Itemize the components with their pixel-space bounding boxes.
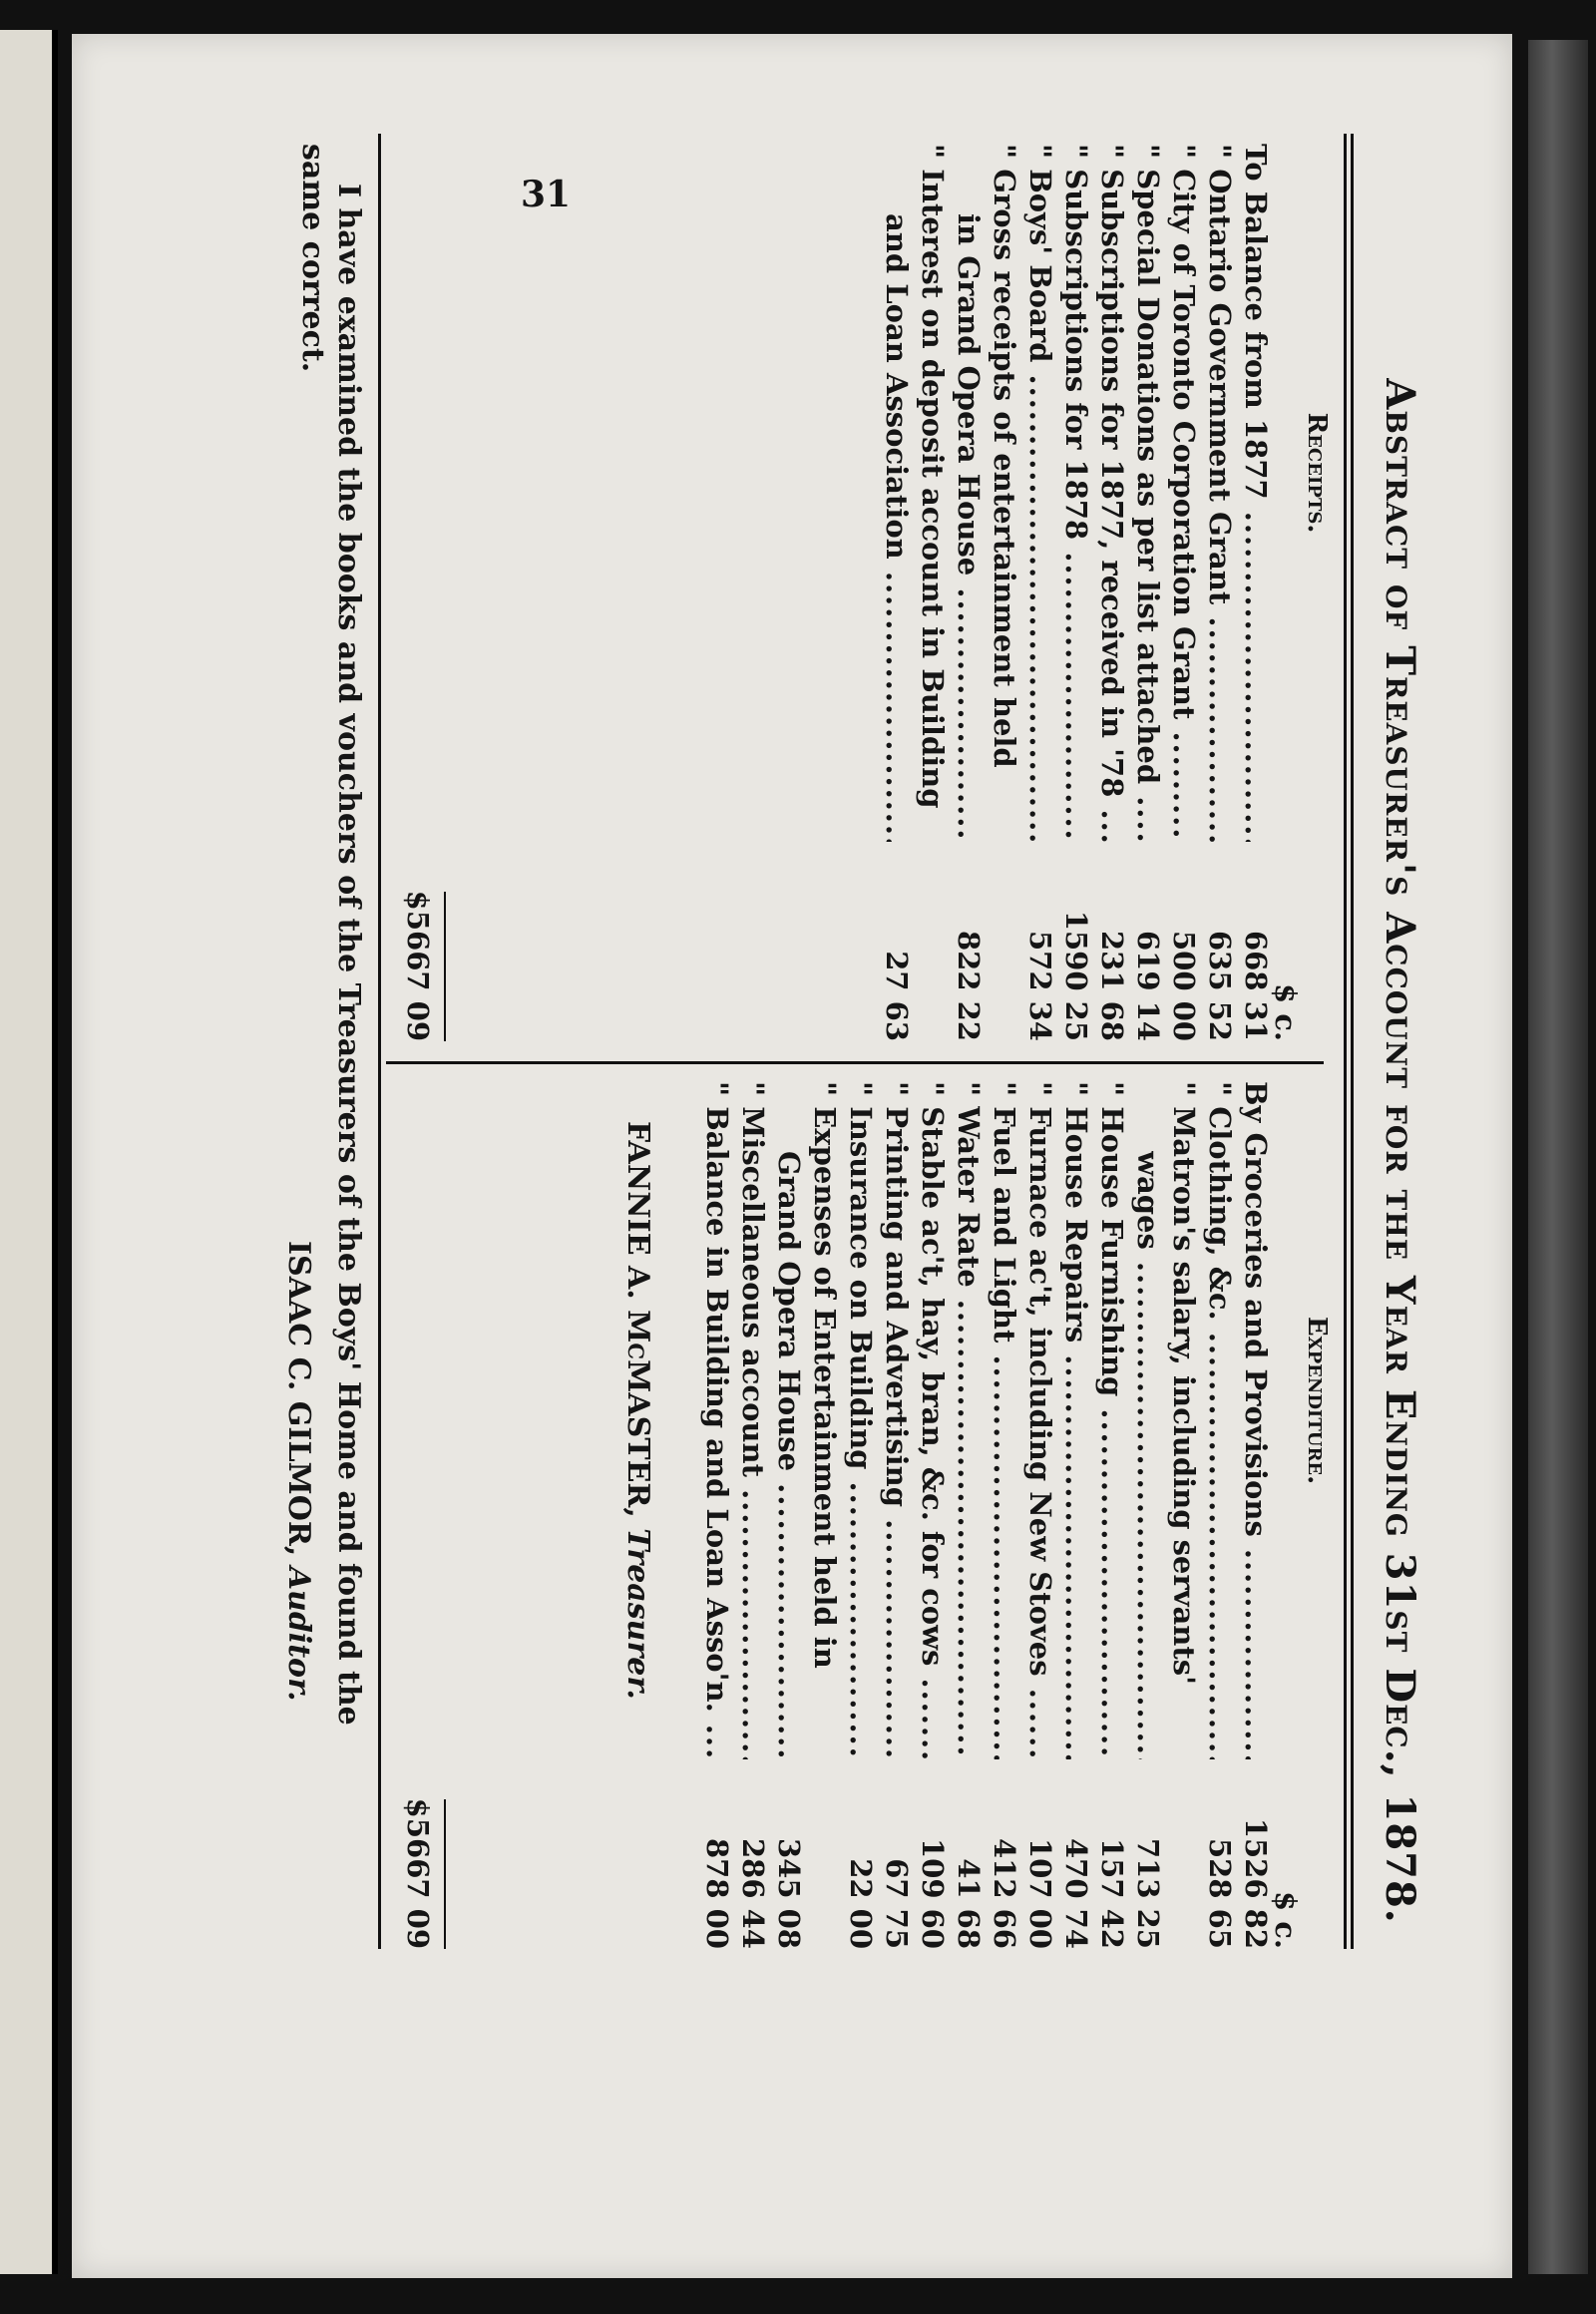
receipt-amount: 1590 25 xyxy=(1059,910,1093,1041)
expenditure-row: Grand Opera House ..... xyxy=(771,1151,807,1759)
expenditure-amount: 41 68 xyxy=(952,1858,986,1949)
receipt-row: in Grand Opera House ..... xyxy=(951,213,987,842)
expenditure-currency-head: $ c. xyxy=(1269,1890,1303,1949)
expenditure-amount: 157 42 xyxy=(1095,1838,1129,1949)
expenditure-amount: 1526 82 xyxy=(1239,1817,1273,1949)
expenditure-row: wages ..... xyxy=(1130,1151,1166,1759)
page-title: Abstract of Treasurer's Account for the Year Ending 31st Dec., 1878. xyxy=(1377,378,1423,1924)
auditor-name: ISAAC C. GILMOR, xyxy=(281,1241,316,1557)
receipts-total: $5667 09 xyxy=(401,890,435,1041)
expenditure-row: " Miscellaneous account ..... xyxy=(735,1081,771,1759)
bottom-rule xyxy=(378,134,381,1949)
book-spine-right xyxy=(1528,40,1588,2274)
receipt-row: To Balance from 1877 ..... xyxy=(1238,144,1274,842)
title-rule-2 xyxy=(1344,134,1347,1949)
expenditure-row: " Fuel and Light ..... xyxy=(987,1081,1022,1759)
receipt-amount: 231 68 xyxy=(1095,931,1129,1041)
expenditure-amount: 412 66 xyxy=(988,1838,1021,1949)
receipts-heading: Receipts. xyxy=(1302,412,1332,534)
receipt-amount: 635 52 xyxy=(1203,931,1237,1041)
title-rule xyxy=(1351,134,1354,1949)
receipt-row: and Loan Association ..... xyxy=(879,213,915,842)
expenditure-amount: 107 00 xyxy=(1023,1838,1057,1949)
receipt-row: " Boys' Board ..... xyxy=(1022,144,1058,842)
expenditure-amount: 286 44 xyxy=(736,1838,770,1949)
expenditure-row: " Balance in Building and Loan Asso'n. ..... xyxy=(699,1081,735,1759)
page-number: 31 xyxy=(520,174,572,215)
expenditure-heading: Expenditure. xyxy=(1302,1316,1332,1485)
rotated-page-content xyxy=(281,124,1443,2069)
receipt-row: " City of Toronto Corporation Grant ..... xyxy=(1166,144,1202,842)
receipt-amount: 619 14 xyxy=(1131,931,1165,1041)
expenditure-row: By Groceries and Provisions ..... xyxy=(1238,1081,1274,1759)
receipt-row: " Interest on deposit account in Building xyxy=(916,144,950,809)
receipt-amount: 27 63 xyxy=(880,951,914,1041)
expenditure-row: " Expenses of Entertainment held in xyxy=(808,1081,842,1669)
auditor-statement-line2: same correct. xyxy=(295,144,330,373)
expenditure-amount: 109 60 xyxy=(916,1838,950,1949)
receipts-currency-head: $ c. xyxy=(1269,982,1303,1041)
expenditure-amount: 345 08 xyxy=(772,1838,806,1949)
expenditure-row: " Matron's salary, including servants' xyxy=(1167,1081,1201,1685)
treasurer-signature xyxy=(620,1121,655,1700)
receipt-amount: 572 34 xyxy=(1023,931,1057,1041)
expenditure-amount: 470 74 xyxy=(1059,1838,1093,1949)
expenditure-row: " Furnace ac't, including New Stoves ..... xyxy=(1022,1081,1058,1759)
receipt-row: " Subscriptions for 1878 ..... xyxy=(1058,144,1094,842)
expenditure-amount: 528 65 xyxy=(1203,1838,1237,1949)
book-page xyxy=(72,34,1512,2278)
expenditure-row: " Insurance on Building ..... xyxy=(843,1081,879,1759)
expenditure-row: " Printing and Advertising ..... xyxy=(879,1081,915,1759)
expenditure-row: " Stable ac't, hay, bran, &c. for cows ..... xyxy=(915,1081,951,1759)
expenditure-row: " House Repairs ..... xyxy=(1058,1081,1094,1759)
expenditure-row: " Water Rate ..... xyxy=(951,1081,987,1759)
treasurer-name: FANNIE A. McMASTER, xyxy=(620,1121,655,1518)
receipt-row: " Special Donations as per list attached ..... xyxy=(1130,144,1166,842)
receipts-total-rule xyxy=(444,892,446,1041)
book-edge-left xyxy=(0,30,58,2274)
receipt-amount: 822 22 xyxy=(952,931,986,1041)
expenditure-amount: 67 75 xyxy=(880,1858,914,1949)
receipt-amount: 500 00 xyxy=(1167,931,1201,1041)
column-divider xyxy=(386,1061,1324,1064)
auditor-signature xyxy=(281,1241,316,1702)
expenditure-amount: 878 00 xyxy=(700,1838,734,1949)
expenditure-total: $5667 09 xyxy=(401,1797,435,1949)
receipt-row: " Subscriptions for 1877, received in '78 ..... xyxy=(1094,144,1130,842)
treasurer-role: Treasurer. xyxy=(620,1528,655,1700)
expenditure-row: " House Furnishing ..... xyxy=(1094,1081,1130,1759)
expenditure-row: " Clothing, &c. ..... xyxy=(1202,1081,1238,1759)
receipt-row: " Gross receipts of entertainment held xyxy=(988,144,1021,768)
receipt-row: " Ontario Government Grant ..... xyxy=(1202,144,1238,842)
auditor-role: Auditor. xyxy=(281,1566,316,1702)
auditor-statement-line1: I have examined the books and vouchers of the Treasurers of the Boys' Home and found the xyxy=(331,184,366,1726)
expenditure-amount: 713 25 xyxy=(1131,1838,1165,1949)
receipt-amount: 668 31 xyxy=(1239,931,1273,1041)
expenditure-total-rule xyxy=(444,1799,446,1949)
expenditure-amount: 22 00 xyxy=(844,1858,878,1949)
